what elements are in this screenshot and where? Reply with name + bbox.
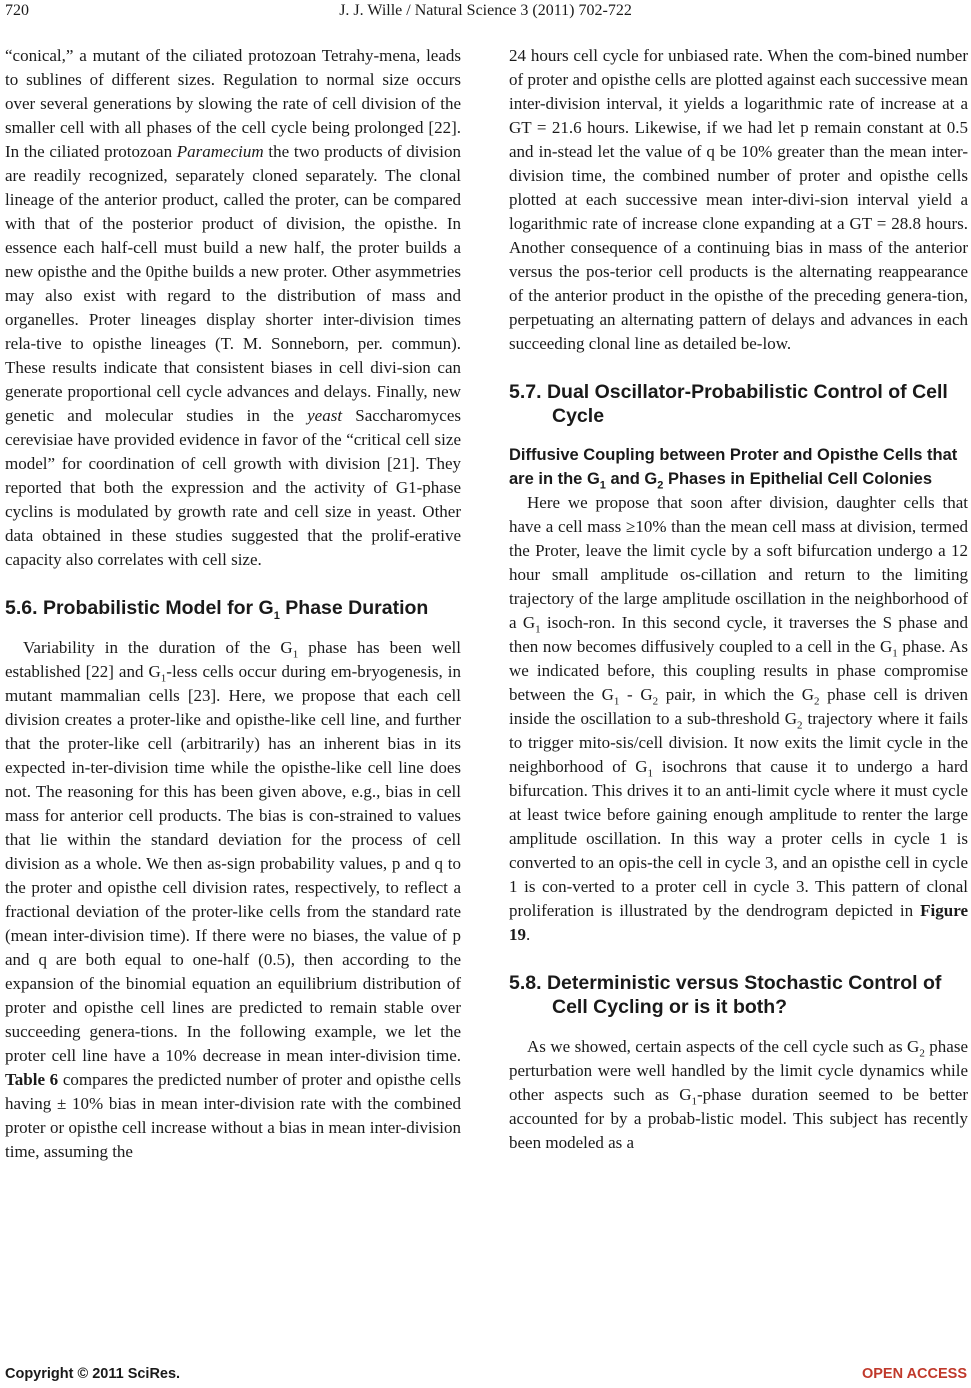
paragraph: “conical,” a mutant of the ciliated protozoan Tetrahy-mena, leads to sublines of different sizes. Regulation to normal size occurs over several generations by slowing the rate of cell division of the smaller cell with all phases of the cell cycle being prolonged [22]. In the ciliated protozoan Paramecium the two products of division are readily recognized, separately cloned separately. The clonal lineage of the anterior product, called the proter, can be compared with that of the posterior product of division, the opisthe. In essence each half-cell must build a new half, the proter builds a new opisthe and the 0pithe builds a new proter. Other asymmetries may also exist with regard to the distribution of mass and organelles. Proter lineages display shorter inter-division times rela-tive to opisthe lineages (T. M. Sonneborn, per. commun). These results indicate that consistent biases in cell divi-sion can generate proportional cell cycle advances and delays. Finally, new genetic and molecular studies in the yeast Saccharomyces cerevisiae have provided evidence in favor of the “critical cell size model” for coordination of cell growth with division [21]. They reported that both the expression and the activity of G1-phase cyclins is modulated by growth rate and cell size in yeast. Other data obtained in these studies suggested that the prolif-erative capacity also correlates with cell size. <box>5 46 461 569</box>
paragraph: As we showed, certain aspects of the cell cycle such as $G_2$ phase perturbation were well handled by the limit cycle dynamics while other aspects such as $G_1$-phase duration seemed to be better accounted for by a probab-listic model. This subject has recently been modeled as a <box>509 1037 968 1152</box>
open-access-label: OPEN ACCESS <box>861 1366 967 1382</box>
copyright-notice: Copyright © 2011 SciRes. <box>5 1366 181 1382</box>
right-column <box>509 44 968 1155</box>
section-heading-5-7: 5.7. Dual Oscillator-Probabilistic Control of Cell Cycle <box>509 381 948 427</box>
paragraph: Variability in the duration of the $G_1$ phase has been well established [22] and $G_1$-less cells occur during em-bryogenesis, in mutant mammalian cells [23]. Here, we propose that each cell division creates a proter-like and opisthe-like cell line, and further that the proter-like cell (arbitrarily) has an inherent bias in its expected in-ter-division time while the opisthe-like cell line does not. The reasoning for this has been given above, e.g., bias in cell mass for anterior cell products. The bias is con-strained to values that lie within the standard deviation for the process of cell division as a whole. We then as-sign probability values, p and q to the proter and opisthe cell division rates, respectively, to reflect a fractional deviation of the proter-like cells from the standard rate (mean inter-division time). If there were no biases, the value of p and q are both equal to one-half (0.5), then according to the expansion of the binomial equation an equilibrium distribution of proter and opisthe cell lines are predicted to remain stable over succeeding genera-tions. In the following example, we let the proter cell line have a 10% decrease in mean inter-division time. Table 6 compares the predicted number of proter and opisthe cells having ± 10% bias in mean inter-division rate with the combined proter or opisthe cell increase without a bias in mean inter-division time, assuming the <box>5 638 461 1161</box>
paragraph: Here we propose that soon after division, daughter cells that have a cell mass ≥10% than the mean cell mass at division, termed the Proter, leave the limit cycle by a soft bifurcation undergo a 12 hour small amplitude os-cillation and return to the limiting trajectory of the large amplitude oscillation in the neighborhood of a $G_1$ isoch-ron. In this second cycle, it traverses the S phase and then now becomes diffusively coupled to a cell in the $G_1$ phase. As we indicated before, this coupling results in phase compromise between the $G_1 - G_2$ pair, in which the $G_2$ phase cell is driven inside the oscillation to a sub-threshold $G_2$ trajectory where it fails to trigger mito-sis/cell division. It now exits the limit cycle in the neighborhood of $G_1$ isochrons that cause it to undergo a hard bifurcation. This drives it to an anti-limit cycle where it must cycle at least twice before gaining enough amplitude to renter the large amplitude oscillation. In this way a proter cells in cycle 1 is converted to an opis-the cell in cycle 3, and an opisthe cell in cycle 1 is con-verted to a proter cell in cycle 3. This pattern of clonal proliferation is illustrated by the dendrogram depicted in Figure 19. <box>509 493 969 944</box>
table-6-ref: Table 6 <box>5 1070 59 1089</box>
section-heading-5-6: 5.6. Probabilistic Model for $G_1$ Phase Duration <box>5 597 429 622</box>
section-heading-5-8: 5.8. Deterministic versus Stochastic Control of Cell Cycling or is it both? <box>509 972 942 1018</box>
paragraph: 24 hours cell cycle for unbiased rate. When the com-bined number of proter and opisthe cells are plotted against each successive mean inter-division interval, it yields a logarithmic rate of increase at a GT = 21.6 hours. Likewise, if we had let p remain constant at 0.5 and in-stead let the value of q be 10% greater than the mean inter-division time, the combined number of proter and opisthe cells plotted at each successive mean inter-divi-sion interval yield a logarithmic rate of increase clone expanding at a GT = 28.8 hours. Another consequence of a continuing bias in mass of the anterior versus the pos-terior cell products is the alternating reappearance of the anterior product in the opisthe of the preceding genera-tion, perpetuating an alternating pattern of delays and advances in each succeeding clonal line as detailed be-low. <box>509 46 968 353</box>
figure-19-ref: Figure 19 <box>509 901 968 944</box>
running-head: J. J. Wille / Natural Science 3 (2011) 702-722 <box>339 2 632 19</box>
left-column <box>5 44 461 1164</box>
page-number: 720 <box>5 2 29 19</box>
subsection-heading: Diffusive Coupling between Proter and Opisthe Cells that are in the $G_1$ and $G_2$ Phases in Epithelial Cell Colonies <box>509 446 958 491</box>
